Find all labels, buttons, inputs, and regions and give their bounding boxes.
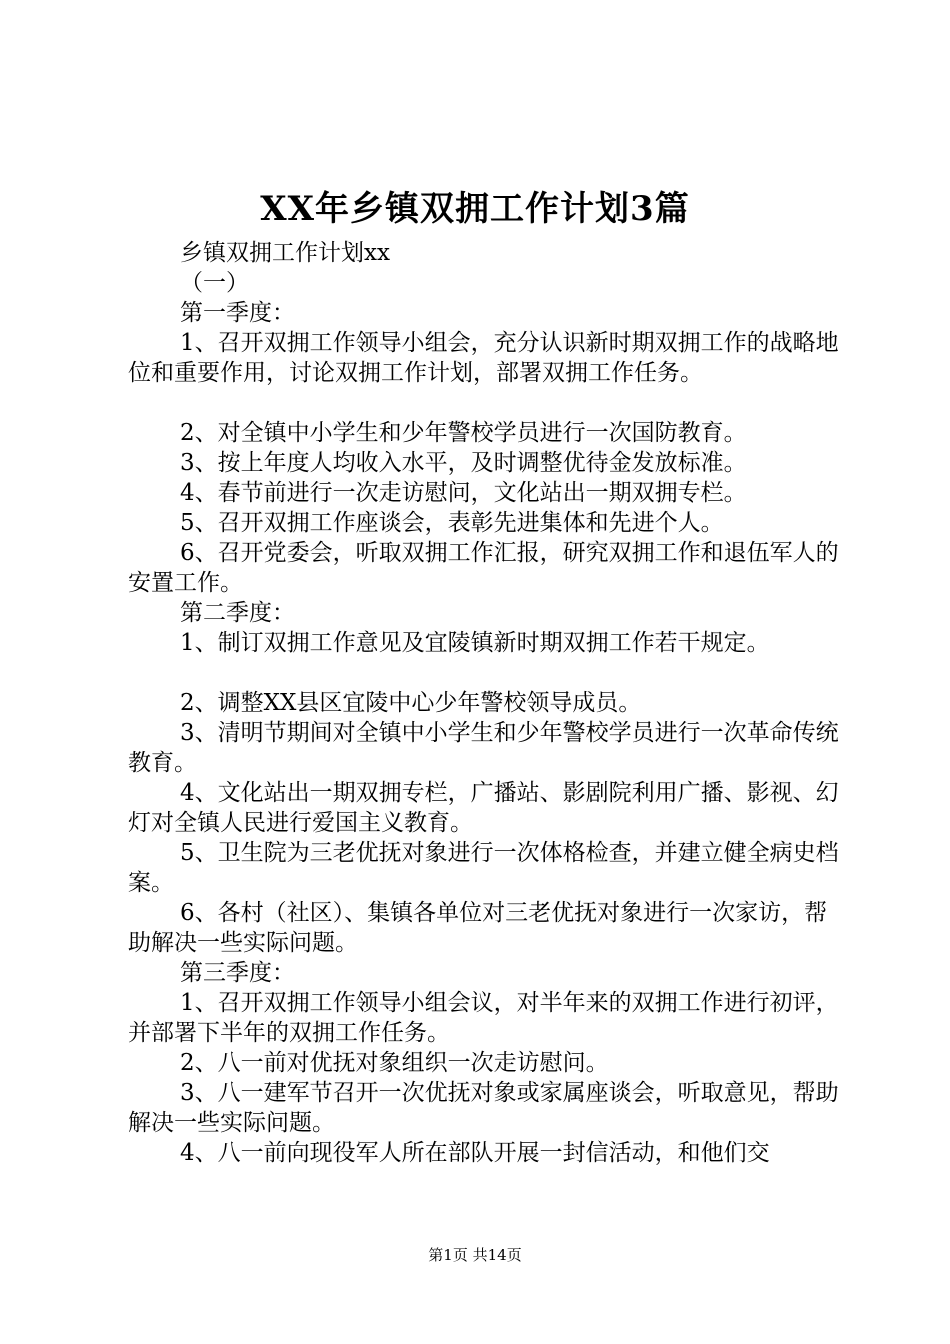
paragraph-q3-item-3: 3、八一建军节召开一次优抚对象或家属座谈会，听取意见，帮助解决一些实际问题。 [128, 1080, 839, 1136]
document-title: XX年乡镇双拥工作计划3篇 [260, 189, 690, 229]
paragraph-subtitle: 乡镇双拥工作计划xx [180, 240, 390, 266]
paragraph-section-number: （一） [180, 270, 249, 296]
paragraph-q3-heading: 第三季度： [180, 960, 295, 986]
paragraph-q3-item-4: 4、八一前向现役军人所在部队开展一封信活动，和他们交 [180, 1140, 770, 1166]
paragraph-q2-item-2: 2、调整XX县区宜陵中心少年警校领导成员。 [180, 690, 642, 716]
paragraph-q1-item-3: 3、按上年度人均收入水平，及时调整优待金发放标准。 [180, 450, 747, 476]
paragraph-q3-item-1: 1、召开双拥工作领导小组会议，对半年来的双拥工作进行初评，并部署下半年的双拥工作任务。 [128, 990, 839, 1046]
page-number-footer: 第1页 共14页 [428, 1246, 522, 1264]
document-body [128, 238, 848, 1168]
paragraph-q1-item-5: 5、召开双拥工作座谈会，表彰先进集体和先进个人。 [180, 510, 724, 536]
paragraph-q2-heading: 第二季度： [180, 600, 295, 626]
paragraph-q1-heading: 第一季度： [180, 300, 295, 326]
paragraph-q3-item-2: 2、八一前对优抚对象组织一次走访慰问。 [180, 1050, 609, 1076]
paragraph-q2-item-1: 1、制订双拥工作意见及宜陵镇新时期双拥工作若干规定。 [180, 630, 770, 656]
paragraph-q2-item-6: 6、各村（社区）、集镇各单位对三老优抚对象进行一次家访，帮助解决一些实际问题。 [128, 900, 828, 956]
paragraph-q1-item-4: 4、春节前进行一次走访慰问，文化站出一期双拥专栏。 [180, 480, 747, 506]
paragraph-q2-item-3: 3、清明节期间对全镇中小学生和少年警校学员进行一次革命传统教育。 [128, 720, 839, 776]
paragraph-q1-item-6: 6、召开党委会，听取双拥工作汇报，研究双拥工作和退伍军人的安置工作。 [128, 540, 839, 596]
paragraph-q2-item-4: 4、文化站出一期双拥专栏，广播站、影剧院利用广播、影视、幻灯对全镇人民进行爱国主义教育。 [128, 780, 839, 836]
paragraph-q1-item-2: 2、对全镇中小学生和少年警校学员进行一次国防教育。 [180, 420, 747, 446]
paragraph-q1-item-1: 1、召开双拥工作领导小组会，充分认识新时期双拥工作的战略地位和重要作用，讨论双拥工作计划，部署双拥工作任务。 [128, 330, 839, 386]
paragraph-q2-item-5: 5、卫生院为三老优抚对象进行一次体格检查，并建立健全病史档案。 [128, 840, 839, 896]
